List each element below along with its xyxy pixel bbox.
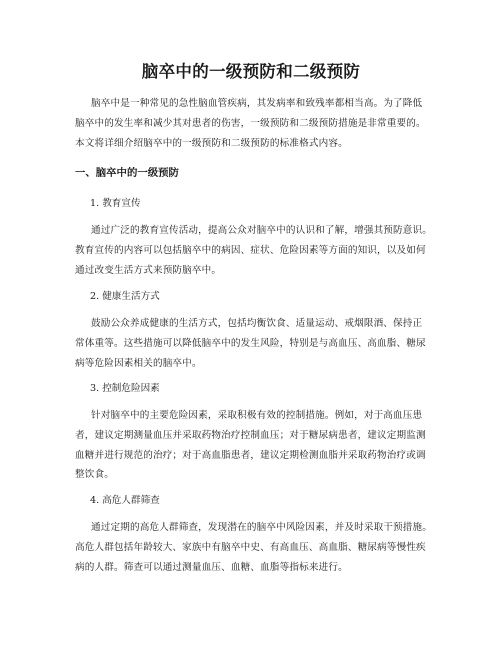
subsection-heading: 2. 健康生活方式: [90, 291, 160, 302]
subsection-paragraph: [75, 314, 426, 373]
intro-line: 脑卒中的发生率和减少其对患者的伤害，一级预防和二级预防措施是非常重要的。: [75, 117, 426, 129]
subsection-paragraph: [75, 221, 432, 280]
intro-paragraph: [75, 94, 426, 153]
intro-line: 脑卒中是一种常见的急性脑血管疾病，其发病率和致残率都相当高。为了降低: [91, 98, 423, 109]
subsection-heading: 4. 高危人群筛查: [90, 495, 160, 506]
subsection-heading: 3. 控制危险因素: [90, 383, 160, 394]
subsection-heading: 1. 教育宣传: [90, 198, 141, 209]
paragraph-line: 病的人群。筛查可以通过测量血压、血糖、血脂等指标来进行。: [75, 561, 348, 573]
paragraph-line: 通过广泛的教育宣传活动，提高公众对脑卒中的认识和了解，增强其预防意识。: [91, 225, 433, 236]
paragraph-line: 者，建议定期测量血压并采取药物治疗控制血压；对于糖尿病患者，建议定期监测: [75, 429, 426, 441]
subsection-paragraph: [75, 406, 426, 485]
section-heading: 一、脑卒中的一级预防: [75, 167, 179, 179]
paragraph-line: 通过定期的高危人群筛查，发现潜在的脑卒中风险因素，并及时采取干预措施。: [91, 522, 433, 533]
paragraph-line: 整饮食。: [75, 469, 114, 481]
paragraph-line: 通过改变生活方式来预防脑卒中。: [75, 264, 222, 276]
document-title: 脑卒中的一级预防和二级预防: [141, 62, 361, 81]
paragraph-line: 病等危险因素相关的脑卒中。: [75, 357, 202, 369]
paragraph-line: 针对脑卒中的主要危险因素，采取积极有效的控制措施。例如，对于高血压患: [91, 410, 423, 421]
paragraph-line: 常体重等。这些措施可以降低脑卒中的发生风险，特别是与高血压、高血脂、糖尿: [75, 337, 426, 349]
paragraph-line: 高危人群包括年龄较大、家族中有脑卒中史、有高血压、高血脂、糖尿病等慢性疾: [75, 541, 426, 553]
subsection-paragraph: [75, 518, 432, 577]
paragraph-line: 血糖并进行规范的治疗；对于高血脂患者，建议定期检测血脂并采取药物治疗或调: [75, 449, 426, 461]
intro-line: 本文将详细介绍脑卒中的一级预防和二级预防的标准格式内容。: [75, 137, 348, 149]
paragraph-line: 鼓励公众养成健康的生活方式，包括均衡饮食、适量运动、戒烟限酒、保持正: [91, 318, 423, 329]
paragraph-line: 教育宣传的内容可以包括脑卒中的病因、症状、危险因素等方面的知识，以及如何: [75, 244, 426, 256]
